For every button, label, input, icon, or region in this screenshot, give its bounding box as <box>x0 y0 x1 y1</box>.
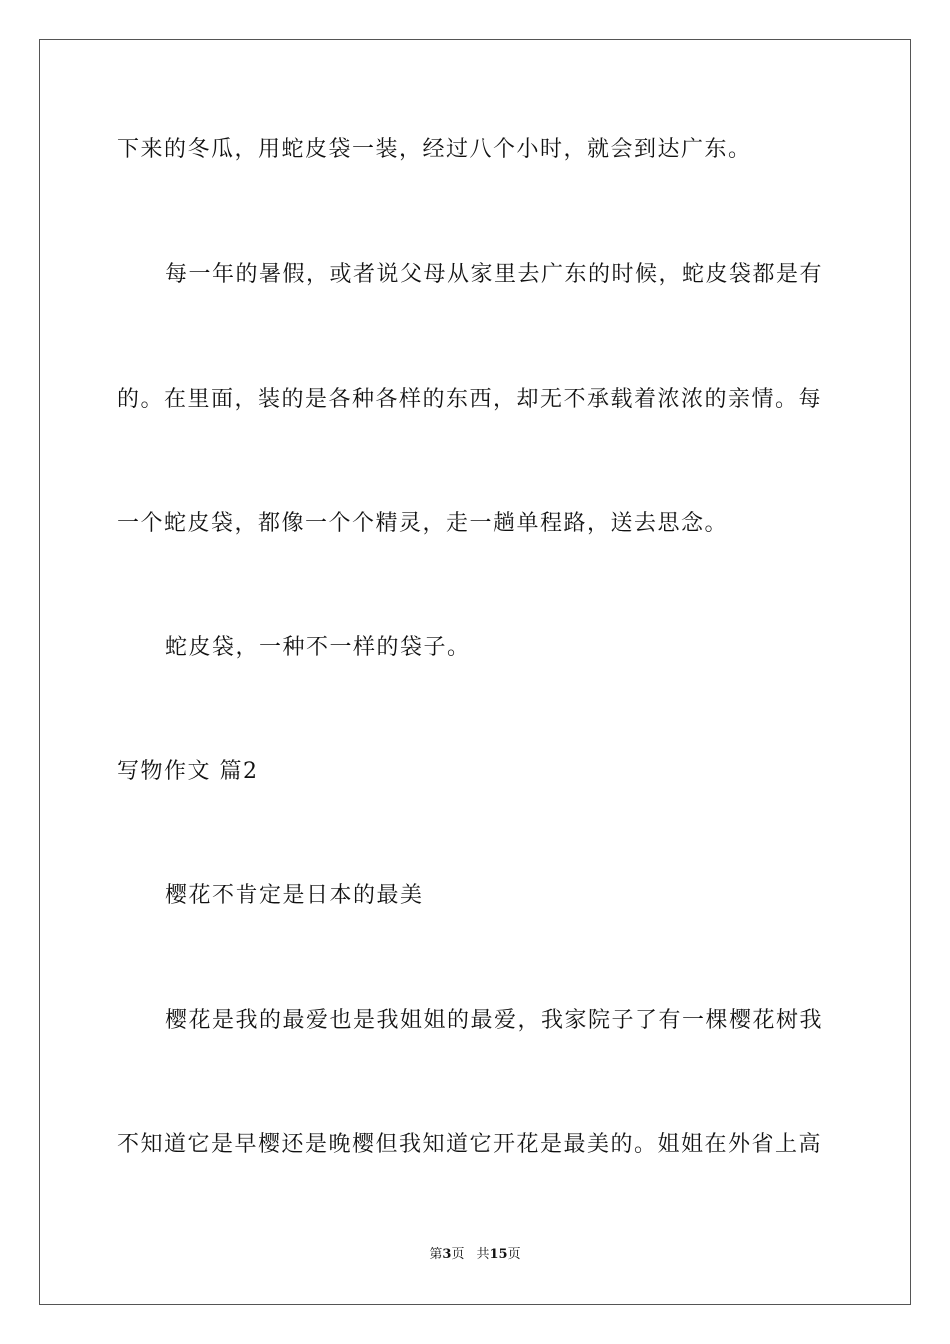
text-line: 不知道它是早樱还是晚樱但我知道它开花是最美的。姐姐在外省上高 <box>117 1132 823 1157</box>
text-line: 的。在里面，装的是各种各样的东西，却无不承载着浓浓的亲情。每 <box>117 387 823 412</box>
article-title: 樱花不肯定是日本的最美 <box>165 883 424 908</box>
paragraph-start-line: 每一年的暑假，或者说父母从家里去广东的时候，蛇皮袋都是有 <box>165 262 824 287</box>
page-border <box>39 39 911 1305</box>
page-footer <box>0 1247 950 1263</box>
paragraph-start-line: 樱花是我的最爱也是我姐姐的最爱，我家院子了有一棵樱花树我 <box>165 1008 824 1033</box>
total-prefix: 共 <box>476 1247 490 1262</box>
page-prefix: 第 <box>429 1247 443 1262</box>
total-suffix: 页 <box>507 1247 521 1262</box>
paragraph-start-line: 蛇皮袋，一种不一样的袋子。 <box>165 635 471 660</box>
text-line: 下来的冬瓜，用蛇皮袋一装，经过八个小时，就会到达广东。 <box>117 137 752 162</box>
text-line: 一个蛇皮袋，都像一个个精灵，走一趟单程路，送去思念。 <box>117 511 729 536</box>
total-pages: 15 <box>489 1247 508 1262</box>
section-heading: 写物作文 篇2 <box>117 759 259 784</box>
page-suffix: 页 <box>451 1247 465 1262</box>
page-number: 3 <box>442 1247 452 1262</box>
